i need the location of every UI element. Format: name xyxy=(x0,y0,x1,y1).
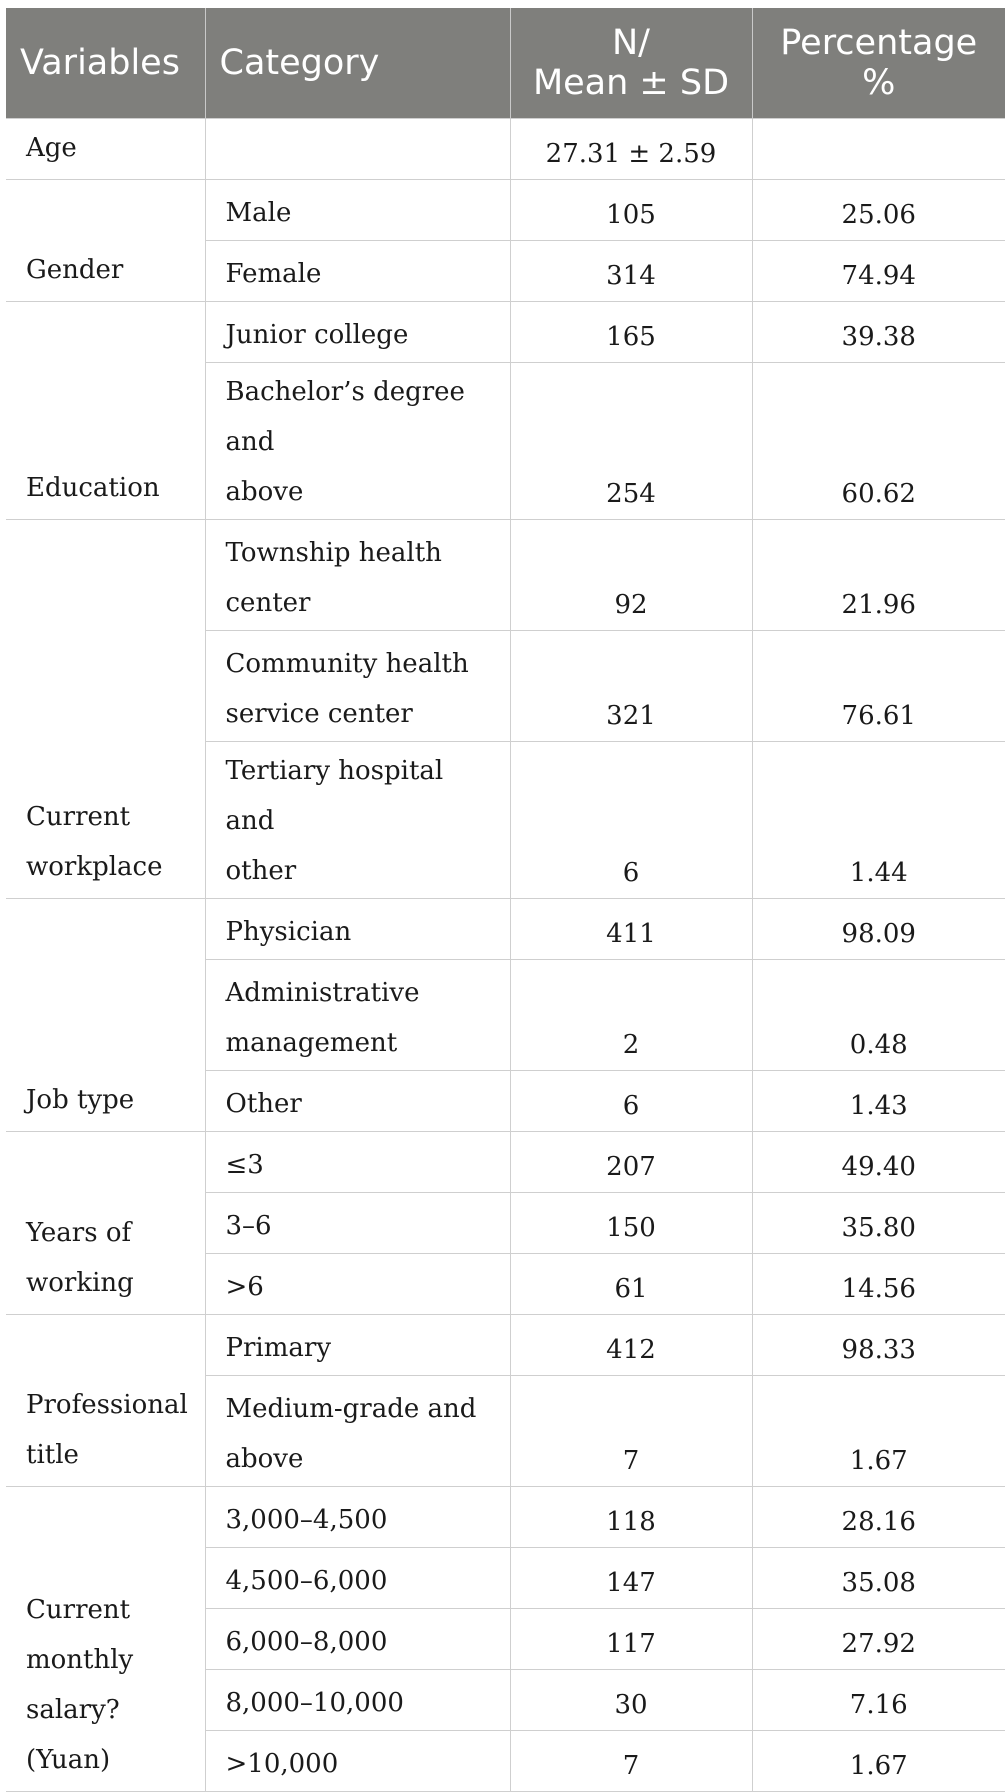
header-percentage: Percentage % xyxy=(752,8,1005,118)
category-cell: >10,000 xyxy=(205,1730,510,1791)
pct-cell: 35.08 xyxy=(752,1547,1005,1608)
header-category: Category xyxy=(205,8,510,118)
category-cell: ≤3 xyxy=(205,1131,510,1192)
n-cell: 105 xyxy=(510,179,752,240)
n-cell: 30 xyxy=(510,1669,752,1730)
category-cell: Junior college xyxy=(205,301,510,362)
pct-cell xyxy=(752,118,1005,179)
demographics-table-container xyxy=(6,8,1005,1792)
n-cell: 118 xyxy=(510,1486,752,1547)
table-row xyxy=(6,1486,1005,1547)
category-cell: Male xyxy=(205,179,510,240)
category-cell: >6 xyxy=(205,1253,510,1314)
variable-cell: Gender xyxy=(6,179,205,301)
pct-cell: 39.38 xyxy=(752,301,1005,362)
pct-cell: 1.67 xyxy=(752,1375,1005,1486)
demographics-table xyxy=(6,8,1005,1792)
n-cell: 314 xyxy=(510,240,752,301)
n-cell: 321 xyxy=(510,630,752,741)
variable-cell: Age xyxy=(6,118,205,179)
pct-cell: 7.16 xyxy=(752,1669,1005,1730)
category-cell: Female xyxy=(205,240,510,301)
category-cell: Physician xyxy=(205,898,510,959)
category-cell: Primary xyxy=(205,1314,510,1375)
table-row-age xyxy=(6,118,1005,179)
category-cell: Administrative management xyxy=(205,959,510,1070)
category-cell: Community health service center xyxy=(205,630,510,741)
category-cell: Medium-grade and above xyxy=(205,1375,510,1486)
n-cell: 27.31 ± 2.59 xyxy=(510,118,752,179)
table-row xyxy=(6,301,1005,362)
table-row xyxy=(6,898,1005,959)
pct-cell: 49.40 xyxy=(752,1131,1005,1192)
n-cell: 412 xyxy=(510,1314,752,1375)
pct-cell: 25.06 xyxy=(752,179,1005,240)
n-cell: 2 xyxy=(510,959,752,1070)
pct-cell: 35.80 xyxy=(752,1192,1005,1253)
variable-cell: Education xyxy=(6,301,205,519)
category-cell: 3–6 xyxy=(205,1192,510,1253)
category-cell xyxy=(205,118,510,179)
n-cell: 92 xyxy=(510,519,752,630)
pct-cell: 1.44 xyxy=(752,741,1005,898)
variable-cell: Professional title xyxy=(6,1314,205,1486)
pct-cell: 27.92 xyxy=(752,1608,1005,1669)
pct-cell: 1.67 xyxy=(752,1730,1005,1791)
n-cell: 6 xyxy=(510,1070,752,1131)
pct-cell: 14.56 xyxy=(752,1253,1005,1314)
n-cell: 165 xyxy=(510,301,752,362)
category-cell: 4,500–6,000 xyxy=(205,1547,510,1608)
category-cell: Other xyxy=(205,1070,510,1131)
n-cell: 411 xyxy=(510,898,752,959)
variable-cell: Current workplace xyxy=(6,519,205,898)
pct-cell: 98.33 xyxy=(752,1314,1005,1375)
category-cell: Bachelor’s degree and above xyxy=(205,362,510,519)
n-cell: 61 xyxy=(510,1253,752,1314)
n-cell: 207 xyxy=(510,1131,752,1192)
variable-cell: Current monthly salary? (Yuan) xyxy=(6,1486,205,1791)
n-cell: 7 xyxy=(510,1730,752,1791)
pct-cell: 28.16 xyxy=(752,1486,1005,1547)
category-cell: 6,000–8,000 xyxy=(205,1608,510,1669)
n-cell: 254 xyxy=(510,362,752,519)
pct-cell: 98.09 xyxy=(752,898,1005,959)
pct-cell: 74.94 xyxy=(752,240,1005,301)
table-row xyxy=(6,519,1005,630)
variable-cell: Job type xyxy=(6,898,205,1131)
category-cell: 8,000–10,000 xyxy=(205,1669,510,1730)
table-row xyxy=(6,179,1005,240)
category-cell: Tertiary hospital and other xyxy=(205,741,510,898)
table-body xyxy=(6,118,1005,1791)
table-row xyxy=(6,1314,1005,1375)
table-row xyxy=(6,1131,1005,1192)
pct-cell: 1.43 xyxy=(752,1070,1005,1131)
category-cell: 3,000–4,500 xyxy=(205,1486,510,1547)
n-cell: 150 xyxy=(510,1192,752,1253)
pct-cell: 21.96 xyxy=(752,519,1005,630)
header-row xyxy=(6,8,1005,118)
pct-cell: 76.61 xyxy=(752,630,1005,741)
category-cell: Township health center xyxy=(205,519,510,630)
header-variables: Variables xyxy=(6,8,205,118)
header-n-mean-sd: N/ Mean ± SD xyxy=(510,8,752,118)
pct-cell: 60.62 xyxy=(752,362,1005,519)
table-header xyxy=(6,8,1005,118)
n-cell: 147 xyxy=(510,1547,752,1608)
pct-cell: 0.48 xyxy=(752,959,1005,1070)
variable-cell: Years of working xyxy=(6,1131,205,1314)
n-cell: 7 xyxy=(510,1375,752,1486)
n-cell: 117 xyxy=(510,1608,752,1669)
n-cell: 6 xyxy=(510,741,752,898)
